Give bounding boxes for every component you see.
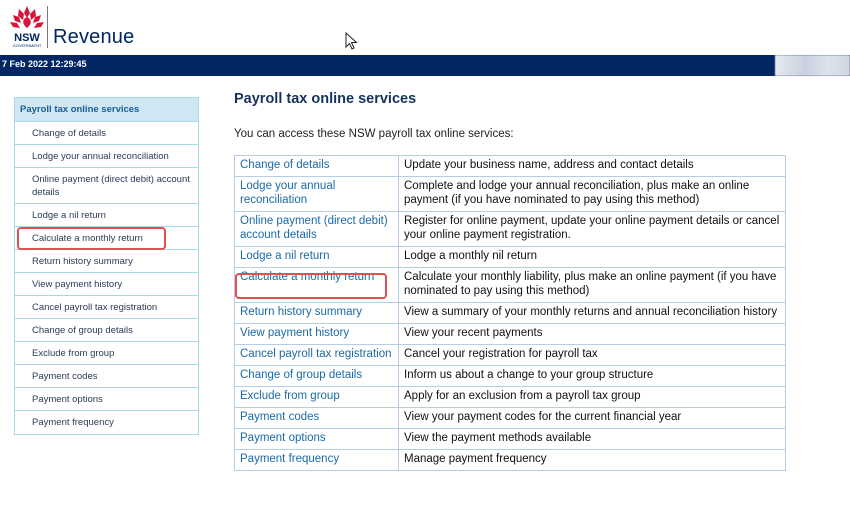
nsw-government-logo[interactable] (5, 4, 49, 50)
service-description: Apply for an exclusion from a payroll tax group (399, 387, 786, 408)
service-link[interactable]: Cancel payroll tax registration (235, 345, 399, 366)
service-link[interactable]: Change of group details (235, 366, 399, 387)
sidebar-item-return-history-summary[interactable]: Return history summary (15, 250, 198, 273)
table-row (235, 303, 786, 324)
sidebar-item-lodge-nil-return[interactable]: Lodge a nil return (15, 204, 198, 227)
service-link[interactable]: Exclude from group (235, 387, 399, 408)
highlight-box-table (235, 273, 387, 299)
sidebar-item-cancel-registration[interactable]: Cancel payroll tax registration (15, 296, 198, 319)
intro-text: You can access these NSW payroll tax online services: (234, 128, 514, 140)
service-description: View the payment methods available (399, 429, 786, 450)
mouse-cursor-icon (345, 32, 359, 50)
highlight-box-sidebar (17, 227, 166, 250)
service-description: View your payment codes for the current financial year (399, 408, 786, 429)
sidebar-item-payment-options[interactable]: Payment options (15, 388, 198, 411)
table-row (235, 177, 786, 212)
service-description: Manage payment frequency (399, 450, 786, 471)
table-row (235, 366, 786, 387)
service-description: Update your business name, address and contact details (399, 156, 786, 177)
service-link[interactable]: Lodge your annual reconciliation (235, 177, 399, 212)
service-link[interactable]: View payment history (235, 324, 399, 345)
service-description: View a summary of your monthly returns and annual reconciliation history (399, 303, 786, 324)
sidebar-item-payment-frequency[interactable]: Payment frequency (15, 411, 198, 434)
sidebar-title: Payroll tax online services (15, 98, 198, 122)
service-description: Inform us about a change to your group structure (399, 366, 786, 387)
service-link[interactable]: Payment frequency (235, 450, 399, 471)
service-description: Complete and lodge your annual reconciliation, plus make an online payment (if you have nominated to pay using this method) (399, 177, 786, 212)
sidebar-item-change-of-details[interactable]: Change of details (15, 122, 198, 145)
service-link[interactable]: Return history summary (235, 303, 399, 324)
service-link[interactable]: Payment codes (235, 408, 399, 429)
page-title: Payroll tax online services (234, 91, 417, 107)
sidebar-item-lodge-annual-reconciliation[interactable]: Lodge your annual reconciliation (15, 145, 198, 168)
service-link[interactable]: Payment options (235, 429, 399, 450)
site-header (0, 0, 850, 55)
blurred-user-info (775, 55, 850, 76)
sidebar-nav (14, 97, 199, 435)
table-row (235, 429, 786, 450)
service-description: Calculate your monthly liability, plus make an online payment (if you have nominated to pay using this method) (399, 268, 786, 303)
current-datetime: 7 Feb 2022 12:29:45 (2, 59, 87, 69)
table-row (235, 345, 786, 366)
service-description: Lodge a monthly nil return (399, 247, 786, 268)
logo-divider (47, 6, 48, 48)
table-row (235, 324, 786, 345)
date-bar (0, 55, 850, 76)
sidebar-item-calculate-monthly-return[interactable]: Calculate a monthly return (15, 227, 198, 250)
table-row (235, 212, 786, 247)
brand-name: Revenue (53, 26, 135, 48)
sidebar-item-online-payment-details[interactable]: Online payment (direct debit) account details (15, 168, 198, 204)
service-link[interactable]: Calculate a monthly return (235, 268, 399, 303)
sidebar-item-exclude-from-group[interactable]: Exclude from group (15, 342, 198, 365)
table-row (235, 450, 786, 471)
service-description: Cancel your registration for payroll tax (399, 345, 786, 366)
service-description: Register for online payment, update your online payment details or cancel your online payment registration. (399, 212, 786, 247)
service-description: View your recent payments (399, 324, 786, 345)
sidebar-item-payment-codes[interactable]: Payment codes (15, 365, 198, 388)
logo-wordmark: NSW (14, 32, 40, 44)
table-row (235, 247, 786, 268)
service-link[interactable]: Change of details (235, 156, 399, 177)
table-row (235, 408, 786, 429)
table-row (235, 387, 786, 408)
table-row (235, 156, 786, 177)
sidebar-item-change-group-details[interactable]: Change of group details (15, 319, 198, 342)
sidebar-item-view-payment-history[interactable]: View payment history (15, 273, 198, 296)
services-table (234, 155, 786, 471)
logo-subtext: GOVERNMENT (12, 43, 42, 48)
service-link[interactable]: Online payment (direct debit) account details (235, 212, 399, 247)
service-link[interactable]: Lodge a nil return (235, 247, 399, 268)
